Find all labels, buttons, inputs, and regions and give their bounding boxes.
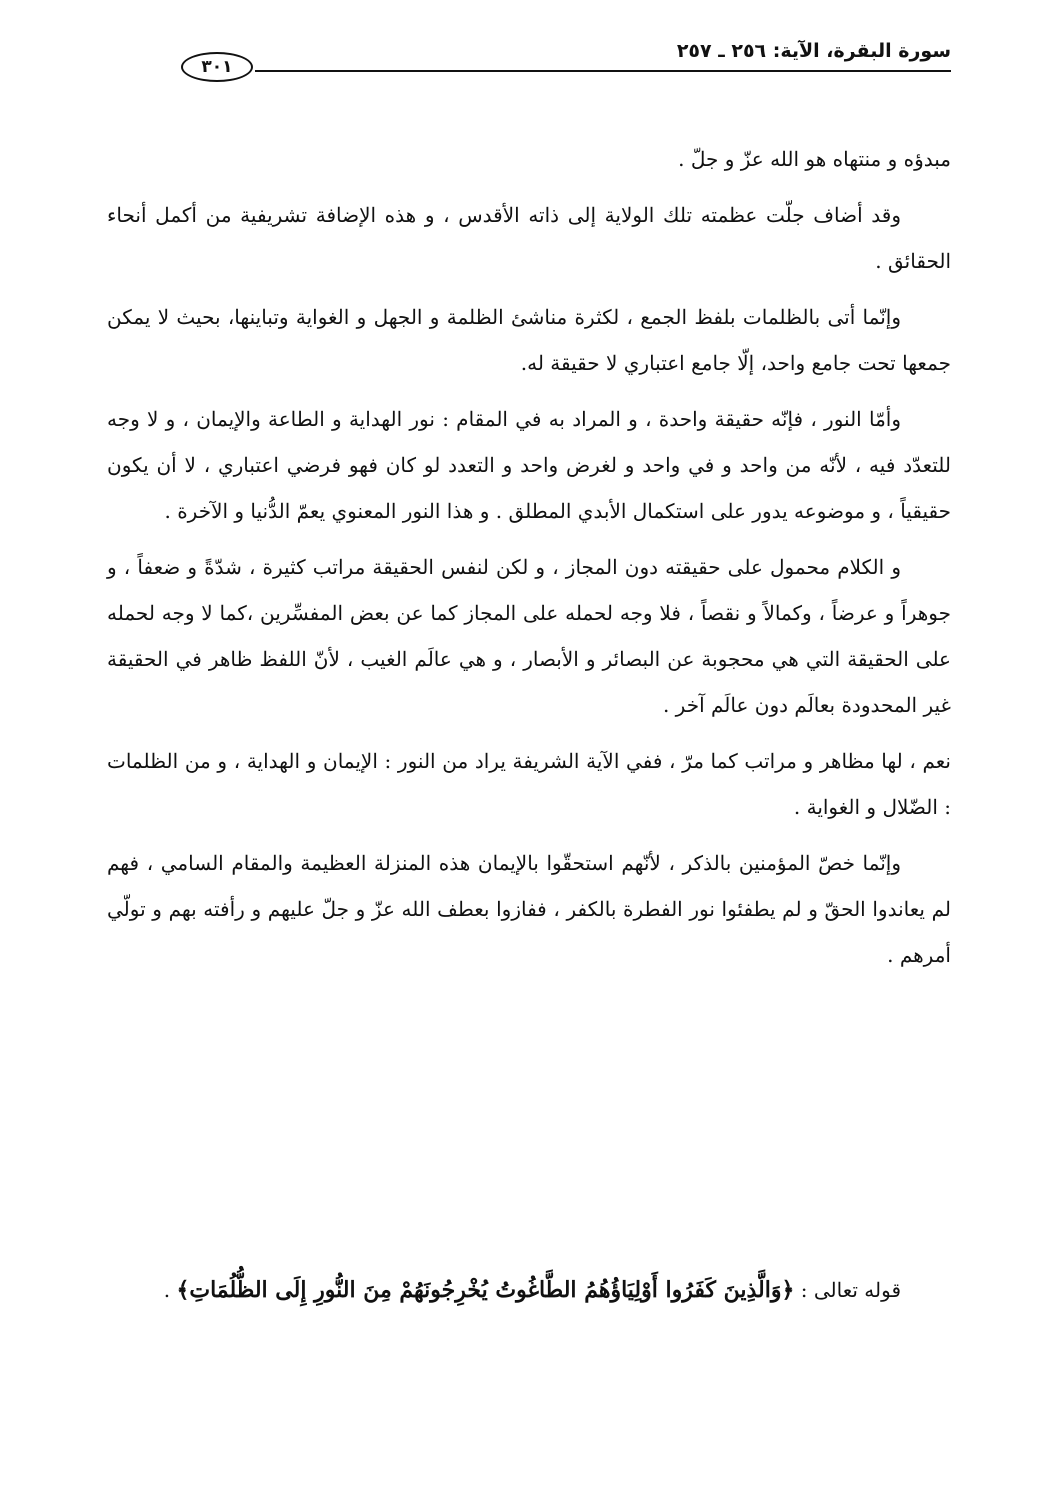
quran-verse: ﴿وَالَّذِينَ كَفَرُوا أَوْلِيَاؤُهُمُ الطَّاغُوتُ يُخْرِجُونَهُمْ مِنَ النُّورِ إِلَى الظُّلُمَاتِ﴾ — [176, 1277, 795, 1303]
verse-paragraph — [107, 1266, 951, 1314]
paragraph-4: وأمّا النور ، فإنّه حقيقة واحدة ، و المراد به في المقام : نور الهداية و الطاعة والإيمان ، و لا وجه للتعدّد فيه ، لأنّه من واحد و في واحد و لغرض واحد و التعدد لو كان فهو فرضي اعتباري ، لا أن يكون حقيقياً ، و موضوعه يدور على استكمال الأبدي المطلق . و هذا النور المعنوي يعمّ الدُّنيا و الآخرة . — [107, 407, 951, 523]
verse-section — [107, 1266, 951, 1314]
paragraph-1: مبدؤه و منتهاه هو الله عزّ و جلّ . — [678, 147, 951, 171]
body-text — [107, 136, 951, 988]
verse-ending: . — [163, 1278, 177, 1302]
verse-intro: قوله تعالى : — [794, 1278, 901, 1302]
paragraph-2: وقد أضاف جلّت عظمته تلك الولاية إلى ذاته الأقدس ، و هذه الإضافة تشريفية من أكمل أنحاء الحقائق . — [107, 203, 951, 273]
paragraph-7: وإنّما خصّ المؤمنين بالذكر ، لأنّهم استحقّوا بالإيمان هذه المنزلة العظيمة والمقام السامي ، فهم لم يعاندوا الحقّ و لم يطفئوا نور الفطرة بالكفر ، ففازوا بعطف الله عزّ و جلّ عليهم و رأفته بهم و تولّي أمرهم . — [107, 851, 951, 967]
page-header — [105, 38, 951, 82]
paragraph-6: نعم ، لها مظاهر و مراتب كما مرّ ، ففي الآية الشريفة يراد من النور : الإيمان و الهداية ، و من الظلمات : الضّلال و الغواية . — [107, 749, 951, 819]
page-number: ٣٠١ — [181, 52, 253, 82]
paragraph-3: وإنّما أتى بالظلمات بلفظ الجمع ، لكثرة مناشئ الظلمة و الجهل و الغواية وتباينها، بحيث لا يمكن جمعها تحت جامع واحد، إلّا جامع اعتباري لا حقيقة له. — [107, 305, 951, 375]
paragraph-5: و الكلام محمول على حقيقته دون المجاز ، و لكن لنفس الحقيقة مراتب كثيرة ، شدّةً و ضعفاً ، و جوهراً و عرضاً ، وكمالاً و نقصاً ، فلا وجه لحمله على المجاز كما عن بعض المفسِّرين ،كما لا وجه لحمله على الحقيقة التي هي محجوبة عن البصائر و الأبصار ، و هي عالَم الغيب ، لأنّ اللفظ ظاهر في الحقيقة غير المحدودة بعالَم دون عالَم آخر . — [107, 555, 952, 717]
header-rule — [255, 70, 951, 72]
header-title: سورة البقرة، الآية: ٢٥٦ ـ ٢٥٧ — [676, 40, 951, 62]
